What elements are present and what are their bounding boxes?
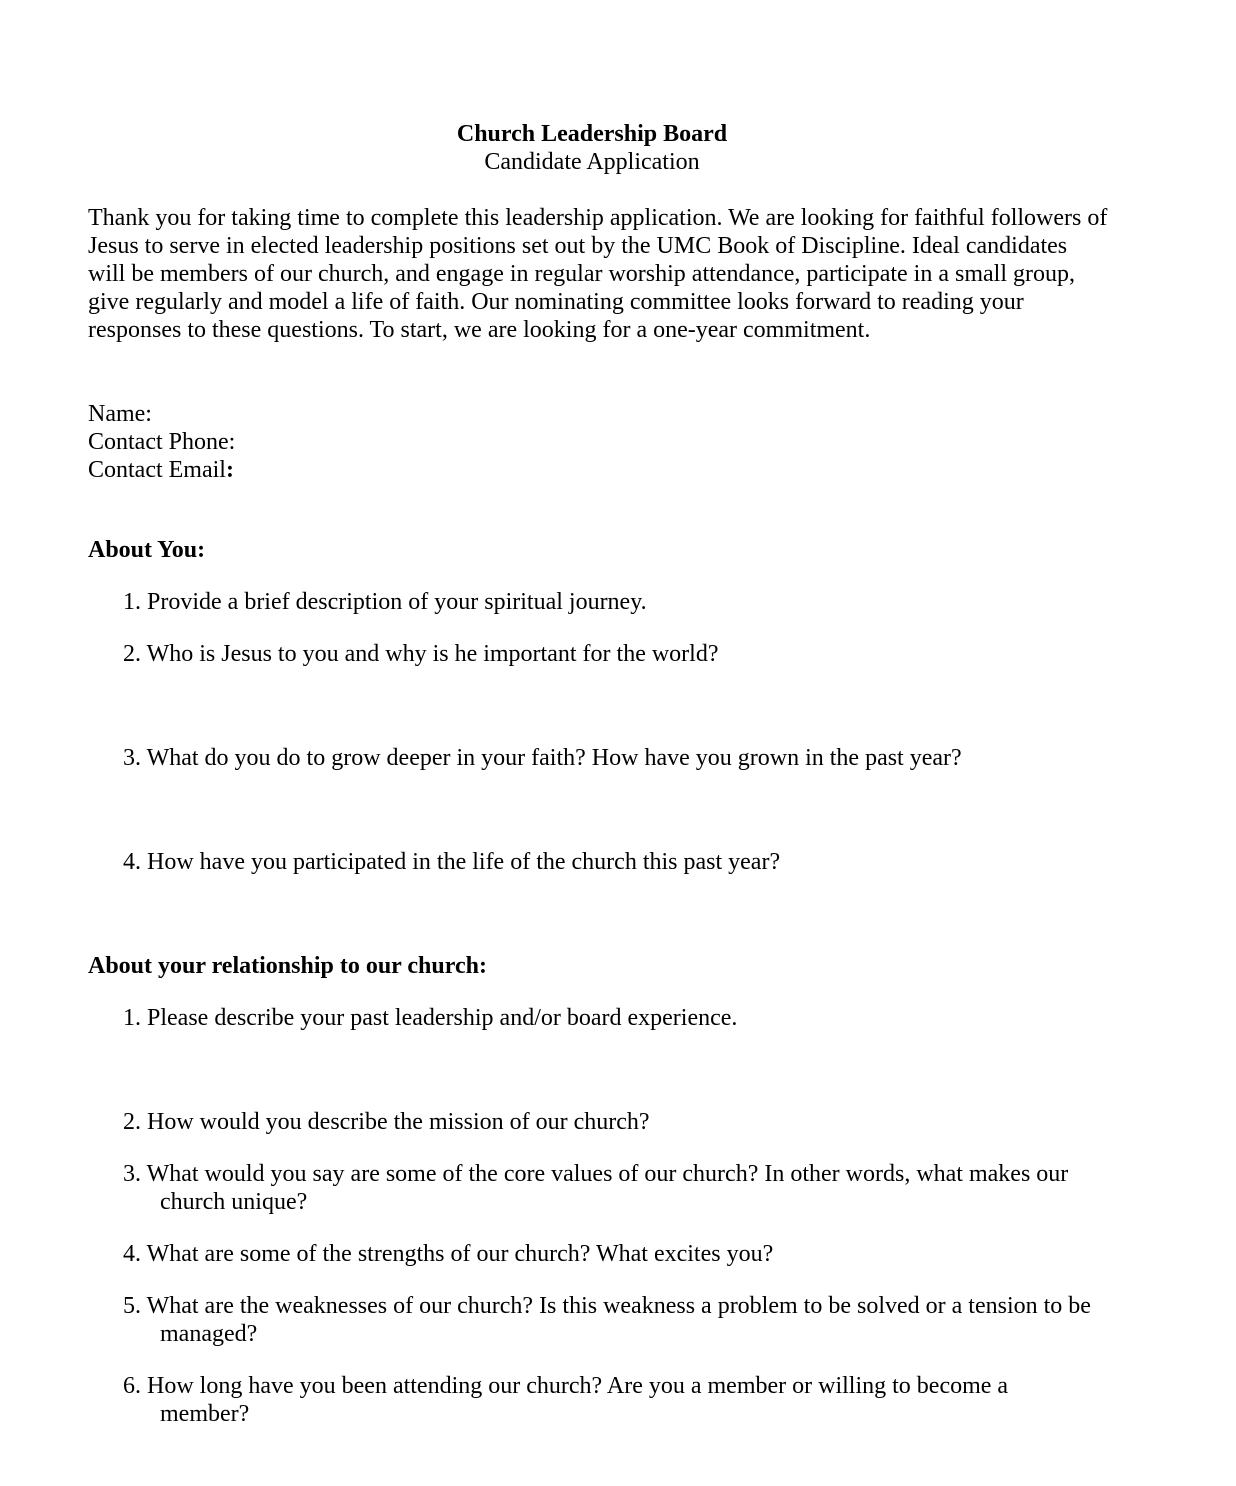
- relationship-question-6: [123, 1372, 1113, 1428]
- question-number: 3.: [123, 745, 141, 771]
- question-text: Provide a brief description of your spiritual journey.: [147, 589, 647, 615]
- question-text: How have you participated in the life of the church this past year?: [147, 849, 781, 875]
- question-number: 5.: [123, 1293, 141, 1319]
- relationship-question-4: [123, 1240, 1113, 1268]
- relationship-question-2: [123, 1108, 1113, 1136]
- question-text-continued: church unique?: [160, 1189, 308, 1215]
- question-text: What would you say are some of the core values of our church? In other words, what makes our: [146, 1161, 1069, 1187]
- relationship-question-1: [123, 1004, 1113, 1032]
- question-text: Who is Jesus to you and why is he important for the world?: [146, 641, 719, 667]
- contact-email-label-text: Contact Email: [88, 457, 226, 483]
- question-number: 2.: [123, 641, 141, 667]
- contact-email-label-colon: :: [225, 457, 234, 483]
- relationship-question-5: [123, 1292, 1113, 1348]
- section-heading-relationship: About your relationship to our church:: [88, 953, 487, 979]
- question-text-continued: member?: [160, 1401, 250, 1427]
- question-text: Please describe your past leadership and/or board experience.: [147, 1005, 738, 1031]
- question-number: 4.: [123, 1241, 141, 1267]
- question-text: What are the weaknesses of our church? Is this weakness a problem to be solved or a tension to be: [146, 1293, 1091, 1319]
- contact-phone-label: Contact Phone:: [88, 429, 236, 455]
- about-you-question-4: [123, 848, 1113, 876]
- question-number: 1.: [123, 1005, 141, 1031]
- question-number: 2.: [123, 1109, 141, 1135]
- question-text: What are some of the strengths of our church? What excites you?: [146, 1241, 774, 1267]
- document-title: Church Leadership Board: [456, 121, 728, 147]
- about-you-question-1: [123, 588, 1113, 616]
- name-field-label: Name:: [88, 401, 152, 427]
- section-heading-about-you: About You:: [88, 537, 206, 563]
- document-subtitle: Candidate Application: [484, 149, 700, 175]
- question-text: How would you describe the mission of our church?: [147, 1109, 650, 1135]
- question-text-continued: managed?: [160, 1321, 258, 1347]
- question-number: 1.: [123, 589, 141, 615]
- question-number: 3.: [123, 1161, 141, 1187]
- intro-paragraph: Thank you for taking time to complete this leadership application. We are looking for faithful followers of Jesus to serve in elected leadership positions set out by the UMC Book of Discipline. Ideal candidates will be members of our church, and engage in regular worship attendance, participate in a small group, give regularly and model a life of faith. Our nominating committee looks forward to reading your responses to these questions. To start, we are looking for a one-year commitment.: [88, 205, 1108, 343]
- about-you-question-3: [123, 744, 1113, 772]
- relationship-question-3: [123, 1160, 1113, 1216]
- about-you-question-2: [123, 640, 1113, 668]
- question-number: 4.: [123, 849, 141, 875]
- question-text: What do you do to grow deeper in your faith? How have you grown in the past year?: [146, 745, 962, 771]
- question-number: 6.: [123, 1373, 141, 1399]
- contact-email-label: [88, 456, 234, 484]
- question-text: How long have you been attending our church? Are you a member or willing to become a: [147, 1373, 1009, 1399]
